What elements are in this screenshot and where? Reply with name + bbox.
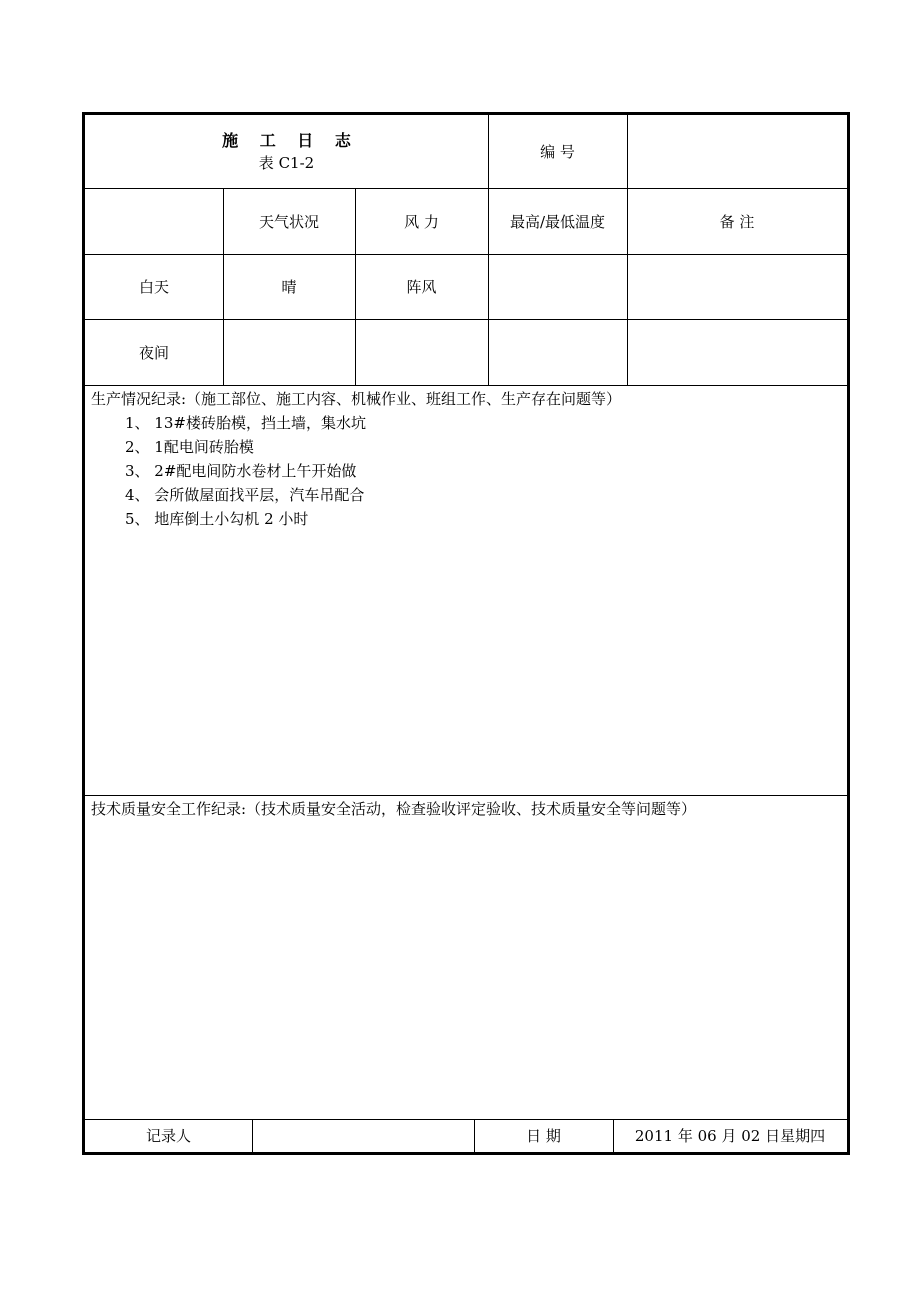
divider [627,115,628,385]
recorder-label: 记录人 [145,1127,191,1145]
recorder-value[interactable] [252,1119,474,1152]
daytime-weather[interactable]: 晴 [281,278,297,296]
form-title: 施 工 日 志 [222,130,359,150]
production-item: 1、 13#楼砖胎模，挡土墙，集水坑 [125,414,366,432]
divider [223,188,224,385]
divider [474,1119,475,1152]
weather-corner-cell [85,188,223,254]
night-weather[interactable] [223,319,355,385]
number-value[interactable] [627,115,847,188]
production-section[interactable] [85,387,847,793]
row-label-night: 夜间 [138,343,169,362]
quality-title: 技术质量安全工作纪录:（技术质量安全活动，检查验收评定验收、技术质量安全等问题等） [91,800,697,818]
daytime-wind[interactable]: 阵风 [406,278,437,296]
production-item: 4、 会所做屋面找平层，汽车吊配合 [125,486,365,504]
divider [85,254,847,255]
date-value[interactable]: 2011 年 06 月 02 日星期四 [634,1127,826,1145]
divider [355,188,356,385]
column-header-remark: 备 注 [719,212,755,231]
night-wind[interactable] [355,319,488,385]
production-item: 5、 地库倒土小勾机 2 小时 [125,510,309,528]
production-item: 3、 2#配电间防水卷材上午开始做 [125,462,357,480]
divider [85,1119,847,1120]
production-item: 2、 1配电间砖胎模 [125,438,254,456]
date-label: 日 期 [526,1127,561,1145]
divider [252,1119,253,1152]
row-label-daytime: 白天 [138,278,169,296]
production-title: 生产情况纪录:（施工部位、施工内容、机械作业、班组工作、生产存在问题等） [91,390,622,408]
daytime-remark[interactable] [627,254,847,319]
column-header-wind: 风 力 [404,212,439,231]
divider [85,795,847,796]
column-header-weather: 天气状况 [258,212,319,231]
divider [488,115,489,385]
night-temperature[interactable] [488,319,627,385]
form-code: 表 C1-2 [258,153,315,172]
number-label: 编 号 [540,143,575,161]
quality-section[interactable] [85,797,847,1117]
title-cell [85,115,488,188]
night-remark[interactable] [627,319,847,385]
divider [613,1119,614,1152]
divider [85,319,847,320]
daytime-temperature[interactable] [488,254,627,319]
column-header-temperature: 最高/最低温度 [509,212,606,231]
divider [85,385,847,386]
construction-log-form [82,112,850,1155]
divider [85,188,847,189]
